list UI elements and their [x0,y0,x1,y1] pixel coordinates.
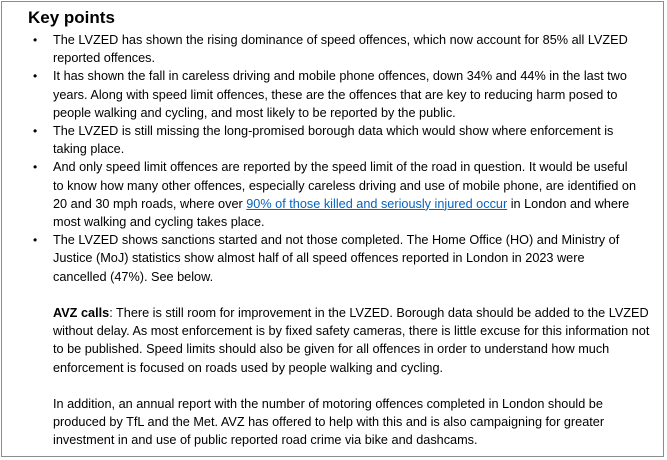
list-item [0,158,640,231]
point-text: The LVZED has shown the rising dominance of speed offences, which now account for 85% all LVZED reported offences. [53,33,628,66]
key-points-list [0,31,640,286]
bullet-icon: • [33,160,38,175]
list-item [0,231,640,286]
point-text: in London and where most walking and cycling takes place. [53,196,630,230]
avz-calls-paragraph [53,304,653,377]
avz-calls-text: : There is still room for improvement in the LVZED. Borough data should be added to the LVZED without delay. As most enforcement is by fixed safety cameras, there is little excuse for this information not to be published. Speed limits should also be given for all offences in order to understand how much enforcement is focused on roads used by people walking and cycling. [53,306,650,375]
key-points-heading: Key points [28,8,115,27]
point-text: And only speed limit offences are reported by the speed limit of the road in question. It would be useful to know how many other offences, especially careless driving and use of mobile phone, are identified on 20 and 30 mph roads, where over [53,160,637,211]
ksi-statistic-link[interactable]: 90% of those killed and seriously injured occur [246,196,508,211]
bullet-icon: • [33,233,38,248]
list-item [0,31,640,67]
bullet-icon: • [33,33,38,47]
addition-paragraph: In addition, an annual report with the number of motoring offences completed in London should be produced by TfL and the Met. AVZ has offered to help with this and is also campaigning for greater investment in and use of public reported road crime via bike and dashcams. [53,397,605,448]
point-text: The LVZED is still missing the long-promised borough data which would show where enforcement is taking place. [53,124,614,157]
bullet-icon: • [33,124,38,139]
list-item [0,122,640,158]
bullet-icon: • [33,69,38,84]
avz-calls-label: AVZ calls [53,306,110,320]
point-text: It has shown the fall in careless driving and mobile phone offences, down 34% and 44% in the last two years. Along with speed limit offences, these are the offences that are key to reducing harm posed to people walking and cycling, and most likely to be reported by the public. [53,69,627,120]
list-item [0,67,640,122]
point-text: The LVZED shows sanctions started and not those completed. The Home Office (HO) and Ministry of Justice (MoJ) statistics show almost half of all speed offences reported in London in 2023 were cancelled (47%). See below. [53,233,620,284]
